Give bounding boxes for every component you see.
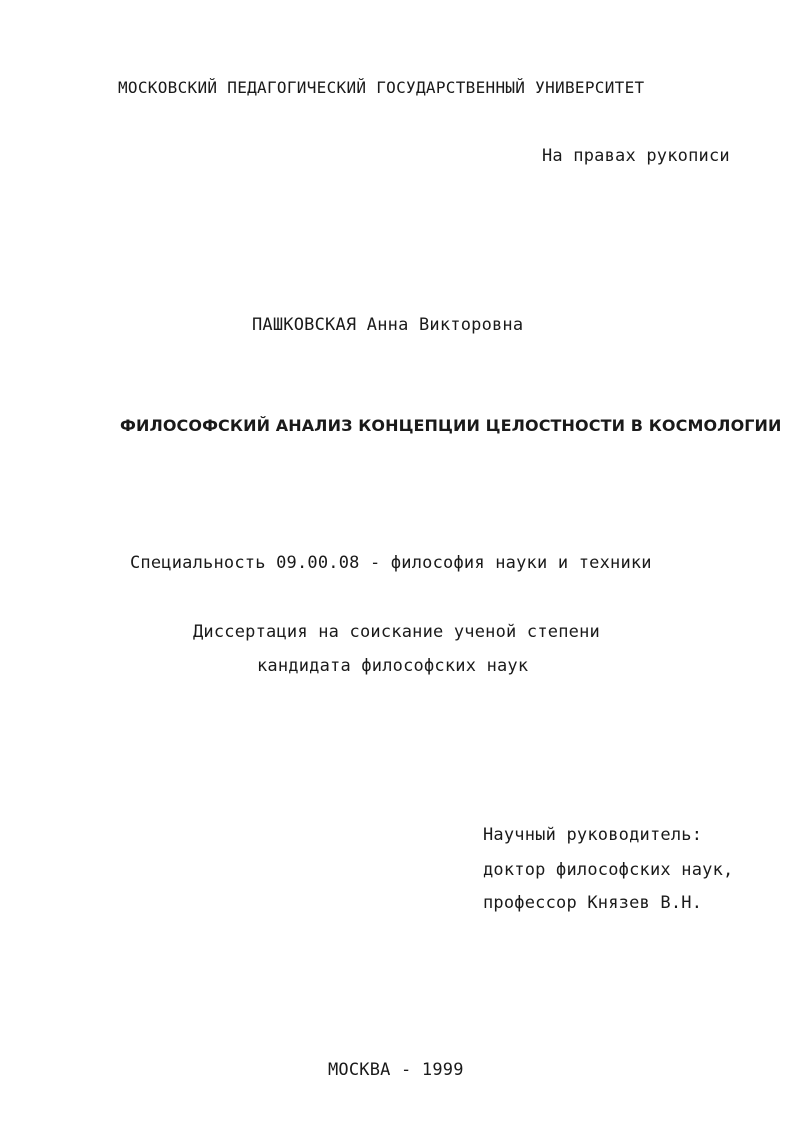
rights-note: На правах рукописи xyxy=(542,146,730,166)
supervisor-degree: доктор философских наук, xyxy=(483,860,734,880)
university-name: МОСКОВСКИЙ ПЕДАГОГИЧЕСКИЙ ГОСУДАРСТВЕННЫЙ УНИВЕРСИТЕТ xyxy=(118,78,645,97)
supervisor-name: профессор Князев В.Н. xyxy=(483,893,703,913)
dissertation-title: ФИЛОСОФСКИЙ АНАЛИЗ КОНЦЕПЦИИ ЦЕЛОСТНОСТИ В КОСМОЛОГИИ xyxy=(120,416,782,435)
specialty-line: Специальность 09.00.08 - философия науки и техники xyxy=(130,553,652,573)
dissertation-degree-line-1: Диссертация на соискание ученой степени xyxy=(193,622,600,642)
dissertation-degree-line-2: кандидата философских наук xyxy=(257,656,529,676)
author-name: ПАШКОВСКАЯ Анна Викторовна xyxy=(252,315,524,335)
city-year: МОСКВА - 1999 xyxy=(328,1060,464,1080)
supervisor-heading: Научный руководитель: xyxy=(483,825,703,845)
